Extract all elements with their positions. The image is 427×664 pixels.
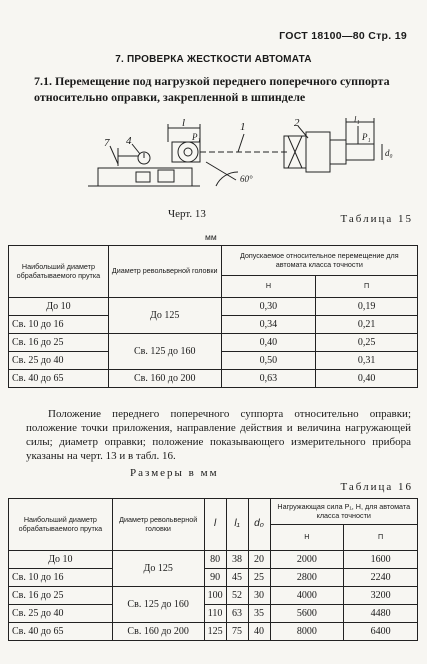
t16-cell-p: 4480 xyxy=(344,605,418,623)
t15-cell-bar: Св. 10 до 16 xyxy=(9,316,109,334)
t15-cell-head: Св. 160 до 200 xyxy=(108,370,221,388)
t15-cell-p: 0,31 xyxy=(316,352,418,370)
label-angle: 60° xyxy=(240,174,253,184)
t16-cell-l: 125 xyxy=(204,623,226,641)
t15-cell-bar: До 10 xyxy=(9,298,109,316)
t15-cell-h: 0,50 xyxy=(221,352,316,370)
t15-cell-bar: Св. 16 до 25 xyxy=(9,334,109,352)
table-16 xyxy=(8,498,418,641)
clamp-rect xyxy=(136,172,150,182)
t16-cell-bar: До 10 xyxy=(9,551,113,569)
mandrel-circle xyxy=(178,142,198,162)
table-15-units: мм xyxy=(205,232,217,242)
table-16-label: Таблица 16 xyxy=(340,481,413,493)
table-row xyxy=(9,623,418,641)
t16-cell-h: 8000 xyxy=(270,623,344,641)
t16-cell-d0: 25 xyxy=(248,569,270,587)
t16-cell-l1: 75 xyxy=(226,623,248,641)
figure-caption: Черт. 13 xyxy=(168,208,206,220)
t16-header-head: Диаметр револьверной головки xyxy=(112,499,204,551)
t15-cell-bar: Св. 40 до 65 xyxy=(9,370,109,388)
t16-header-p: П xyxy=(344,525,418,551)
t16-cell-bar: Св. 16 до 25 xyxy=(9,587,113,605)
drawing-13 xyxy=(88,116,420,206)
t16-header-l: l xyxy=(204,499,226,551)
t16-cell-bar: Св. 40 до 65 xyxy=(9,623,113,641)
t15-header-bar: Наибольший диаметр обрабатываемого прутка xyxy=(9,246,109,298)
table-row xyxy=(9,587,418,605)
label-l1: l₁ xyxy=(354,116,360,124)
table-row xyxy=(9,370,418,388)
t15-header-head: Диаметр револьверной головки xyxy=(108,246,221,298)
t16-cell-p: 3200 xyxy=(344,587,418,605)
label-4: 4 xyxy=(126,135,132,147)
t15-header-displacement: Допускаемое относительное перемещение для автомата класса точности xyxy=(221,246,417,276)
t16-cell-d0: 20 xyxy=(248,551,270,569)
t16-header-h: Н xyxy=(270,525,344,551)
table-15-label: Таблица 15 xyxy=(340,213,413,225)
t16-cell-head: До 125 xyxy=(112,551,204,587)
label-l: l xyxy=(182,117,186,129)
t15-cell-p: 0,19 xyxy=(316,298,418,316)
label-p1-right: P₁ xyxy=(362,132,371,142)
label-d0: d₀ xyxy=(385,148,393,158)
label-1: 1 xyxy=(240,121,246,133)
table-15 xyxy=(8,245,418,388)
t15-cell-head: До 125 xyxy=(108,298,221,334)
t15-cell-h: 0,34 xyxy=(221,316,316,334)
t16-cell-l1: 52 xyxy=(226,587,248,605)
t16-cell-l: 90 xyxy=(204,569,226,587)
t16-cell-l1: 45 xyxy=(226,569,248,587)
label-7: 7 xyxy=(104,137,110,149)
t15-cell-p: 0,21 xyxy=(316,316,418,334)
force-arrow xyxy=(206,162,236,180)
t15-header-p: П xyxy=(316,276,418,298)
table-16-units: Размеры в мм xyxy=(130,467,219,479)
t16-cell-head: Св. 125 до 160 xyxy=(112,587,204,623)
t15-cell-p: 0,25 xyxy=(316,334,418,352)
t16-cell-l: 110 xyxy=(204,605,226,623)
t16-cell-l: 100 xyxy=(204,587,226,605)
t16-cell-d0: 30 xyxy=(248,587,270,605)
t16-cell-d0: 35 xyxy=(248,605,270,623)
t15-header-h: Н xyxy=(221,276,316,298)
t16-cell-bar: Св. 10 до 16 xyxy=(9,569,113,587)
t15-cell-head: Св. 125 до 160 xyxy=(108,334,221,370)
table-row xyxy=(9,569,418,587)
t15-cell-bar: Св. 25 до 40 xyxy=(9,352,109,370)
t16-cell-h: 5600 xyxy=(270,605,344,623)
t16-header-d0: d₀ xyxy=(248,499,270,551)
t16-header-bar: Наибольший диаметр обрабатываемого прутка xyxy=(9,499,113,551)
label-p1-left: P₁ xyxy=(192,132,201,142)
body-paragraph: Положение переднего поперечного суппорта относительно оправки; положение точки приложения, направление действия и величина нагружающей силы; диаметр оправки; положение показывающего измерительного прибора указаны на черт. 13 и в табл. 16. xyxy=(26,408,411,462)
t15-cell-h: 0,40 xyxy=(221,334,316,352)
t15-cell-p: 0,40 xyxy=(316,370,418,388)
t16-cell-h: 2000 xyxy=(270,551,344,569)
t16-cell-l: 80 xyxy=(204,551,226,569)
t16-cell-head: Св. 160 до 200 xyxy=(112,623,204,641)
t16-header-force: Нагружающая сила P₁, Н, для автомата класса точности xyxy=(270,499,418,525)
carriage-rect xyxy=(98,168,192,186)
t16-cell-p: 6400 xyxy=(344,623,418,641)
t15-cell-h: 0,30 xyxy=(221,298,316,316)
t16-cell-p: 2240 xyxy=(344,569,418,587)
t16-cell-l1: 38 xyxy=(226,551,248,569)
t16-cell-d0: 40 xyxy=(248,623,270,641)
label-2: 2 xyxy=(294,117,300,129)
t16-header-l1: l₁ xyxy=(226,499,248,551)
t16-cell-bar: Св. 25 до 40 xyxy=(9,605,113,623)
table-row xyxy=(9,334,418,352)
block-rect xyxy=(158,170,174,182)
t16-cell-l1: 63 xyxy=(226,605,248,623)
section-title: 7. ПРОВЕРКА ЖЕСТКОСТИ АВТОМАТА xyxy=(115,54,312,65)
table-row xyxy=(9,298,418,316)
page-header: ГОСТ 18100—80 Стр. 19 xyxy=(279,30,407,42)
t16-cell-h: 4000 xyxy=(270,587,344,605)
t15-cell-h: 0,63 xyxy=(221,370,316,388)
t16-cell-p: 1600 xyxy=(344,551,418,569)
table-row xyxy=(9,551,418,569)
clause-7-1: 7.1. Перемещение под нагрузкой переднего поперечного суппорта относительно оправки, закрепленной в шпинделе xyxy=(34,74,390,104)
table-row xyxy=(9,605,418,623)
t16-cell-h: 2800 xyxy=(270,569,344,587)
